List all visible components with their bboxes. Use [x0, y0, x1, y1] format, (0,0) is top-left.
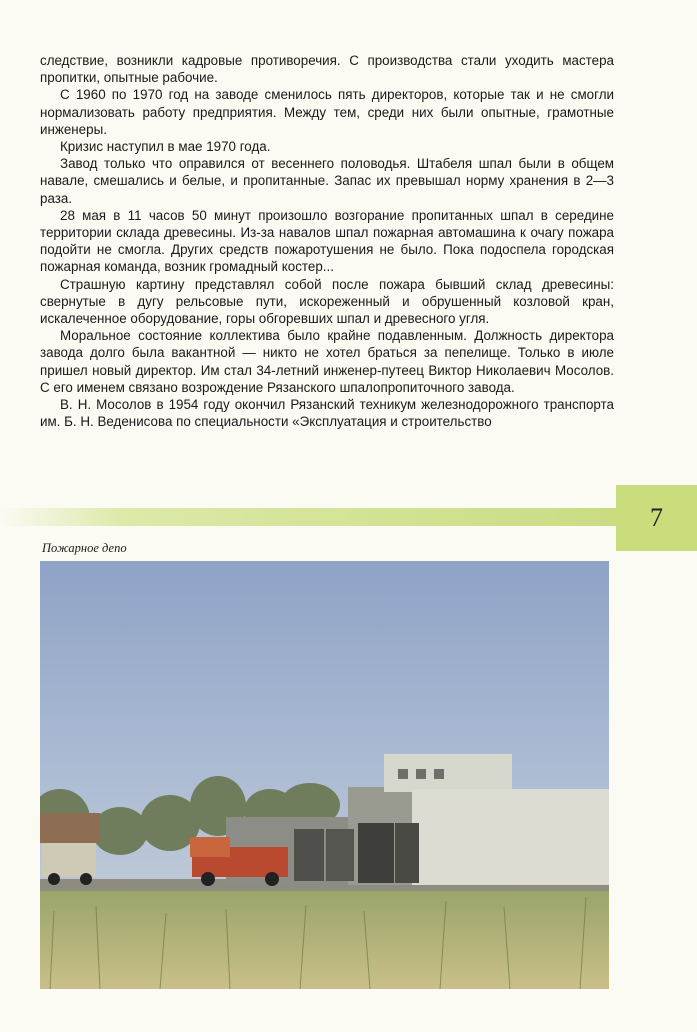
body-text: [40, 52, 614, 430]
paragraph: Моральное состояние коллектива было крайне подавленным. Должность директора завода долго была вакантной — никто не хотел браться за пепелище. Только в июле пришел новый директор. Им стал 34-летний инженер-путеец Виктор Николаевич Мосолов. С его именем связано возрождение Рязанского шпалопропиточного завода.: [40, 328, 614, 395]
paragraph: Страшную картину представлял собой после пожара бывший склад древесины: свернутые в дугу рельсовые пути, искореженный и обрушенный козловой кран, искалеченное оборудование, горы обгоревших шпал и древесного угля.: [40, 276, 614, 327]
page-number: 7: [650, 503, 663, 532]
foreground-grass: [40, 891, 609, 989]
photo-caption: Пожарное депо: [42, 541, 127, 555]
paragraph: В. Н. Мосолов в 1954 году окончил Рязанский техникум железнодорожного транспорта им. Б. Н. Веденисова по специальности «Эксплуатация и строительство: [40, 397, 614, 430]
paragraph: С 1960 по 1970 год на заводе сменилось пять директоров, которые так и не смогли нормализовать работу предприятия. Между тем, среди них были опытные, грамотные инженеры.: [40, 87, 614, 137]
paragraph: Кризис наступил в мае 1970 года.: [60, 139, 271, 155]
left-building: [40, 813, 100, 843]
paragraph: следствие, возникли кадровые противоречия. С производства стали уходить мастера пропитки, опытные рабочие.: [40, 53, 614, 86]
decorative-green-band: [0, 508, 618, 526]
paragraph: 28 мая в 11 часов 50 минут произошло возгорание пропитанных шпал в середине территории склада древесины. Из-за навалов шпал пожарная автомашина к очагу пожара подойти не смогла. Других средств пожаротушения не было. Пока подоспела городская пожарная команда, возник громадный костер...: [40, 207, 614, 275]
photo-illustration: [40, 561, 609, 989]
paragraph: Завод только что оправился от весеннего половодья. Штабеля шпал были в общем навале, смешались и белые, и пропитанные. Запас их превышал норму хранения в 2—3 раза.: [40, 156, 614, 206]
page-number-box: [616, 485, 697, 551]
fire-station-photo: [40, 561, 609, 989]
